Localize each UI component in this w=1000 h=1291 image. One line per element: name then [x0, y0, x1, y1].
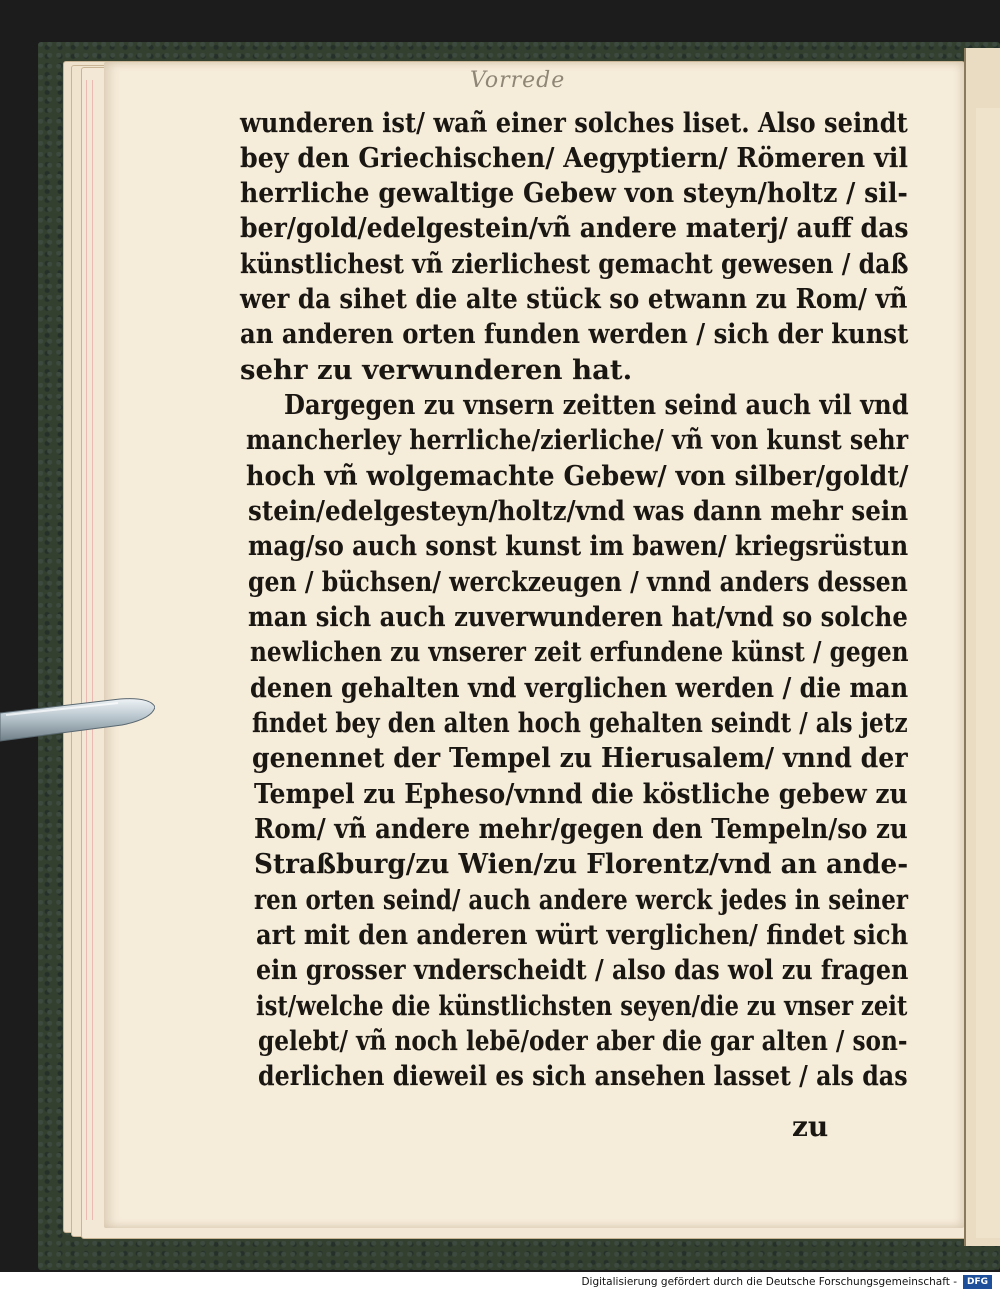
- text-line: art mit den anderen würt verglichen/ findet sich: [256, 919, 909, 951]
- text-line: herrliche gewaltige Gebew von steyn/holtz / sil-: [240, 177, 908, 209]
- text-line: ist/welche die künstlichsten seyen/die zu vnser zeit: [256, 990, 908, 1022]
- text-line: hoch vñ wolgemachte Gebew/ von silber/goldt/: [246, 460, 909, 492]
- text-line: denen gehalten vnd verglichen werden / die man: [250, 672, 909, 704]
- dfg-logo: DFG: [963, 1275, 992, 1289]
- endpaper-rule: [86, 80, 87, 1220]
- text-line: Rom/ vñ andere mehr/gegen den Tempeln/so zu: [254, 813, 908, 845]
- text-line: an anderen orten funden werden / sich der kunst: [240, 318, 909, 350]
- text-line: ren orten seind/ auch andere werck jedes in seiner: [254, 884, 909, 916]
- facing-page-edge: [964, 48, 1000, 1246]
- text-line: wunderen ist/ wañ einer solches liset. Also seindt: [240, 107, 908, 139]
- text-line: derlichen dieweil es sich ansehen lasset / als das: [258, 1060, 908, 1092]
- text-line: newlichen zu vnserer zeit erfundene künst / gegen: [250, 636, 909, 668]
- text-line: man sich auch zuverwunderen hat/vnd so solche: [248, 601, 908, 633]
- text-line: ein grosser vnderscheidt / also das wol zu fragen: [256, 954, 909, 986]
- text-line: wer da sihet die alte stück so etwann zu Rom/ vñ: [240, 283, 908, 315]
- text-line: ber/gold/edelgestein/vñ andere materj/ auff das: [240, 212, 909, 244]
- text-line: mag/so auch sonst kunst im bawen/ kriegsrüstun: [248, 530, 909, 562]
- text-line: gen / büchsen/ werckzeugen / vnnd anders dessen: [248, 566, 908, 598]
- facing-page: [976, 108, 1000, 1238]
- text-line: Dargegen zu vnsern zeitten seind auch vil vnd: [284, 389, 909, 421]
- footer-bar: [0, 1272, 1000, 1291]
- stylus-pointer-icon: [0, 695, 155, 743]
- funding-notice: Digitalisierung gefördert durch die Deutsche Forschungsgemeinschaft -: [581, 1275, 957, 1288]
- text-line: mancherley herrliche/zierliche/ vñ von kunst sehr: [246, 424, 909, 456]
- text-line: gelebt/ vñ noch lebē/oder aber die gar alten / son-: [258, 1025, 908, 1057]
- text-line: künstlichest vñ zierlichest gemacht gewesen / daß: [240, 248, 909, 280]
- text-line: genennet der Tempel zu Hierusalem/ vnnd der: [252, 742, 908, 774]
- catchword: zu: [792, 1110, 829, 1143]
- text-line: Tempel zu Epheso/vnnd die köstliche gebew zu: [254, 778, 908, 810]
- text-line: stein/edelgesteyn/holtz/vnd was dann mehr sein: [248, 495, 909, 527]
- text-line: findet bey den alten hoch gehalten seindt / als jetz: [252, 707, 908, 739]
- text-line: Straßburg/zu Wien/zu Florentz/vnd an ande-: [254, 848, 909, 880]
- text-line: bey den Griechischen/ Aegyptiern/ Römeren vil: [240, 142, 908, 174]
- text-line: sehr zu verwunderen hat.: [240, 354, 633, 386]
- running-head: Vorrede: [470, 68, 566, 93]
- endpaper-rule: [92, 80, 93, 1220]
